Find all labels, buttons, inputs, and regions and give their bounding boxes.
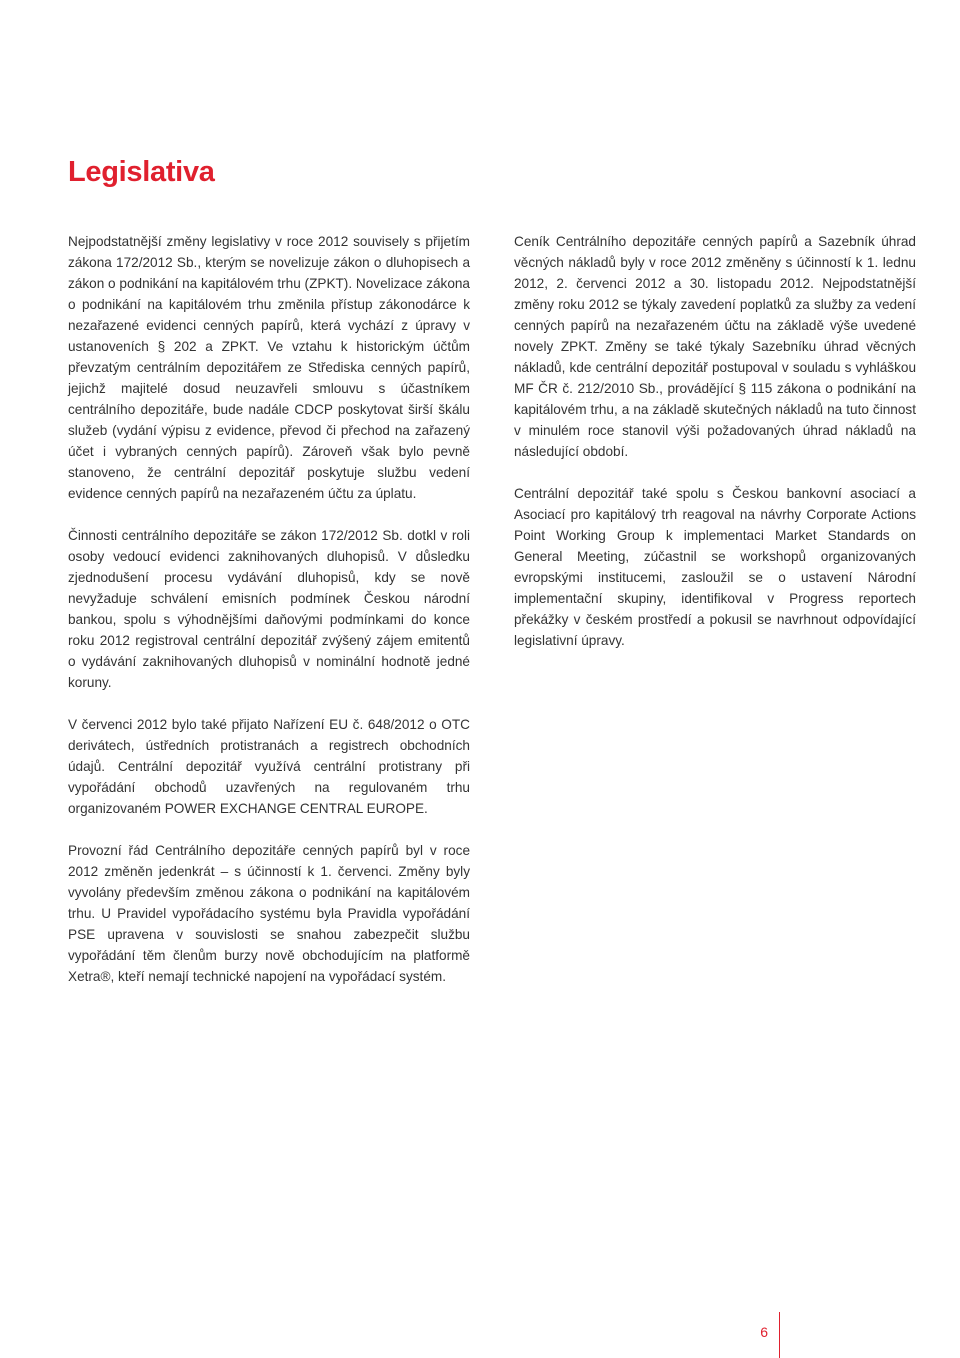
left-paragraph-3: V červenci 2012 bylo také přijato Nařízení EU č. 648/2012 o OTC derivátech, ústředních protistranách a registrech obchodních údajů. Centrální depozitář využívá centrální protistrany při vypořádání obchodů uzavřených na regulovaném trhu organizovaném POWER EXCHANGE CENTRAL EUROPE. [68, 717, 470, 816]
right-column [514, 231, 916, 672]
right-paragraph-2: Centrální depozitář také spolu s Českou bankovní asociací a Asociací pro kapitálový trh reagoval na návrhy Corporate Actions Point Working Group k implementaci Market Standards on General Meeting, zúčastnil se workshopů organizovaných evropskými institucemi, zasloužil se o ustavení Národní implementační skupiny, identifikoval v Progress reportech překážky v českém prostředí a pokusil se navrhnout odpovídající legislativní úpravy. [514, 486, 916, 648]
left-paragraph-2: Činnosti centrálního depozitáře se zákon 172/2012 Sb. dotkl v roli osoby vedoucí evidenci zaknihovaných dluhopisů. V důsledku zjednodušení procesu vydávání dluhopisů, kdy se nově nevyžaduje schválení emisních podmínek Českou národní bankou, spolu s výhodnějšími daňovými podmínkami do konce roku 2012 registroval centrální depozitář zvýšený zájem emitentů o vydávání zaknihovaných dluhopisů v nominální hodnotě jedné koruny. [68, 528, 470, 690]
page-number: 6 [760, 1324, 768, 1340]
right-paragraph-1: Ceník Centrálního depozitáře cenných papírů a Sazebník úhrad věcných nákladů byly v roce 2012 změněny s účinností k 1. lednu 2012, 2. červenci 2012 a 30. listopadu 2012. Nejpodstatnější změny roku 2012 se týkaly zavedení poplatků za služby za vedení cenných papírů na nezařazeném účtu na základě výše uvedené novely ZPKT. Změny se také týkaly Sazebníku úhrad věcných nákladů, kde centrální depozitář postupoval v souladu s vyhláškou MF ČR č. 212/2010 Sb., provádějící § 115 zákona o podnikání na kapitálovém trhu, a na základě skutečných nákladů na tuto činnost v minulém roce stanovil výši požadovaných úhrad nákladů na následující období. [514, 234, 916, 459]
left-column [68, 231, 470, 1008]
left-paragraph-4: Provozní řád Centrálního depozitáře cenných papírů byl v roce 2012 změněn jedenkrát – s účinností k 1. červenci. Změny byly vyvolány především změnou zákona o podnikání na kapitálovém trhu. U Pravidel vypořádacího systému byla Pravidla vypořádání PSE upravena v souvislosti se snahou zabezpečit službu vypořádání těm členům burzy nově obchodujícím na platformě Xetra®, kteří nemají technické napojení na vypořádací systém. [68, 843, 470, 984]
page-number-divider [779, 1312, 780, 1358]
page-title: Legislativa [68, 156, 215, 188]
left-paragraph-1: Nejpodstatnější změny legislativy v roce 2012 souvisely s přijetím zákona 172/2012 Sb., kterým se novelizuje zákon o dluhopisech a zákon o podnikání na kapitálovém trhu (ZPKT). Novelizace zákona o podnikání na kapitálovém trhu změnila přístup zákonodárce k nezařazené evidenci cenných papírů, která vychází z úpravy v ustanoveních § 202 a ZPKT. Ve vztahu k historickým účtům převzatým centrálním depozitářem ze Střediska cenných papírů, jejichž majitelé dosud neuzavřeli smlouvu s účastníkem centrálního depozitáře, bude nadále CDCP poskytovat širší škálu služeb (vydání výpisu z evidence, převod či přechod na zařazený účet i vybraných cenných papírů). Zároveň však bylo pevně stanoveno, že centrální depozitář poskytuje službu vedení evidence cenných papírů na nezařazeném účtu za úplatu. [68, 234, 470, 501]
